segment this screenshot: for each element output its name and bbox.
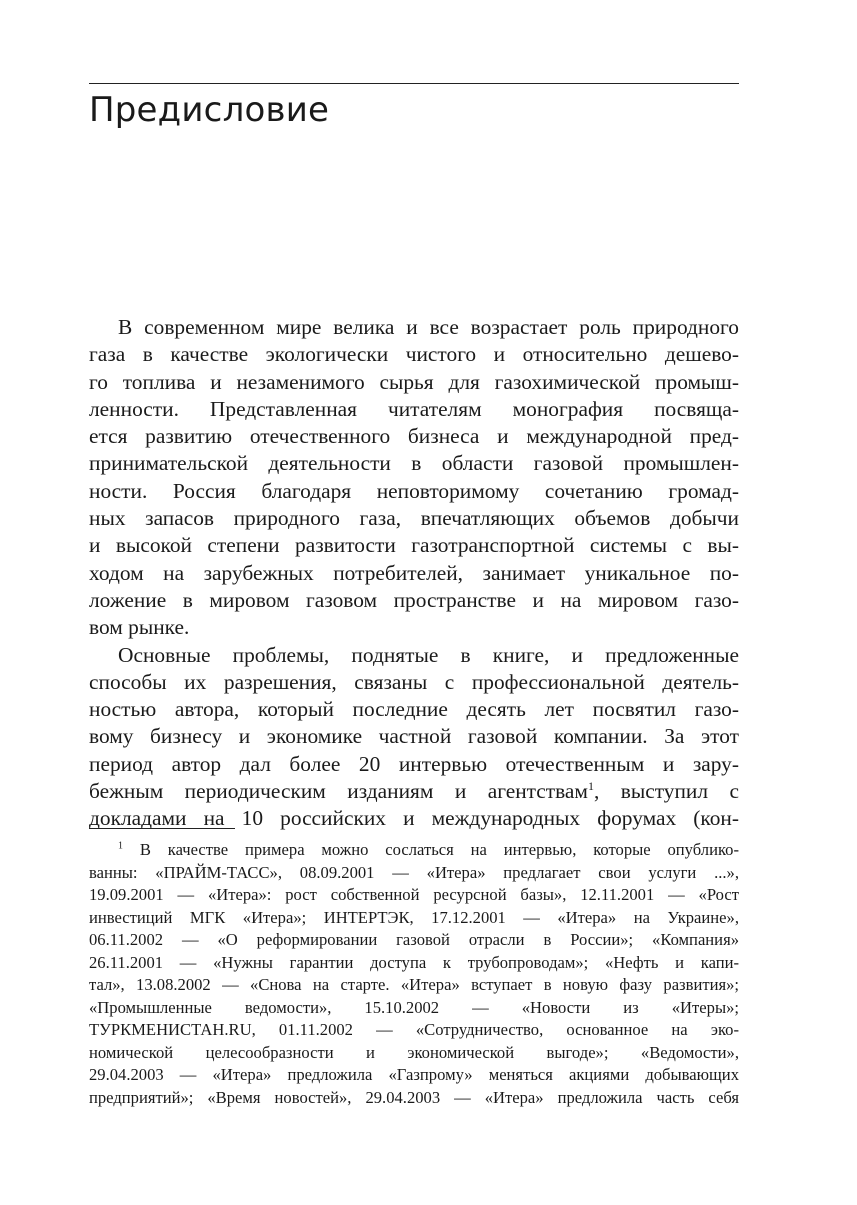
footnote-line: инвестиций МГК «Итера»; ИНТЕРТЭК, 17.12.2001 — «Итера» на Украине», bbox=[89, 907, 739, 927]
footnote-reference[interactable]: 1 bbox=[587, 778, 594, 793]
text-line: газа в качестве экологически чистого и относительно дешево- bbox=[89, 342, 739, 367]
footnote-line: тал», 13.08.2002 — «Снова на старте. «Итера» вступает в новую фазу развития»; bbox=[89, 975, 739, 994]
text-line: ленности. Представленная читателям монография посвяща- bbox=[89, 396, 739, 421]
footnote-line: «Промышленные ведомости», 15.10.2002 — «Новости из «Итеры»; bbox=[89, 997, 739, 1017]
text-line: ностью автора, который последние десять лет посвятил газо- bbox=[89, 697, 739, 722]
top-rule bbox=[89, 83, 739, 84]
footnote-mark: 1 bbox=[118, 840, 123, 852]
text-line: докладами на 10 российских и международных форумах (кон- bbox=[89, 806, 739, 831]
text-line: ется развитию отечественного бизнеса и международной пред- bbox=[89, 424, 739, 449]
text-fragment: бежным периодическим изданиям и агентствам bbox=[89, 779, 588, 804]
footnote-line: 29.04.2003 — «Итера» предложила «Газпрому» меняться акциями добывающих bbox=[89, 1065, 739, 1084]
text-fragment: , выступил с bbox=[593, 779, 739, 804]
footnote-line: 19.09.2001 — «Итера»: рост собственной ресурсной базы», 12.11.2001 — «Рост bbox=[89, 885, 739, 904]
footnote-line: ТУРКМЕНИСТАН.RU, 01.11.2002 — «Сотрудничество, основанное на эко- bbox=[89, 1020, 739, 1039]
body-text bbox=[89, 314, 739, 833]
text-line: ложение в мировом газовом пространстве и на мировом газо- bbox=[89, 587, 739, 612]
footnote-line: 26.11.2001 — «Нужны гарантии доступа к трубопроводам»; «Нефть и капи- bbox=[89, 952, 739, 972]
text-line: ных запасов природного газа, впечатляющих объемов добычи bbox=[89, 506, 739, 531]
footnote-block bbox=[89, 839, 739, 1109]
text-line: Основные проблемы, поднятые в книге, и предложенные bbox=[118, 642, 739, 667]
text-line: период автор дал более 20 интервью отечественным и зару- bbox=[89, 751, 739, 776]
text-line: способы их разрешения, связаны с профессиональной деятель- bbox=[89, 669, 739, 694]
footnote-line: предприятий»; «Время новостей», 29.04.2003 — «Итера» предложила часть себя bbox=[89, 1087, 739, 1107]
footnote-line bbox=[89, 839, 739, 862]
text-line: принимательской деятельности в области газовой промышлен- bbox=[89, 451, 739, 476]
paragraph-1 bbox=[89, 314, 739, 642]
text-line: го топлива и незаменимого сырья для газохимической промыш- bbox=[89, 369, 739, 394]
footnote-line: ванны: «ПРАЙМ-ТАСС», 08.09.2001 — «Итера» предлагает свои услуги ...», bbox=[89, 862, 739, 882]
text-line-with-footnote bbox=[89, 778, 739, 805]
text-line: ности. Россия благодаря неповторимому сочетанию громад- bbox=[89, 478, 739, 503]
text-line: и высокой степени развитости газотранспортной системы с вы- bbox=[89, 533, 739, 558]
paragraph-2 bbox=[89, 642, 739, 833]
text-line: ходом на зарубежных потребителей, занимает уникальное по- bbox=[89, 560, 739, 585]
text-line: вом рынке. bbox=[89, 615, 190, 640]
text-fragment: В качестве примера можно сослаться на интервью, которые опублико- bbox=[139, 840, 739, 859]
text-line: В современном мире велика и все возрастает роль природного bbox=[118, 315, 739, 339]
chapter-title: Предисловие bbox=[89, 90, 330, 130]
footnote-line: номической целесообразности и экономической выгоде»; «Ведомости», bbox=[89, 1042, 739, 1062]
text-line: вому бизнесу и экономике частной газовой компании. За этот bbox=[89, 724, 739, 749]
footnote-separator bbox=[89, 828, 235, 829]
footnote-line: 06.11.2002 — «О реформировании газовой отрасли в России»; «Компания» bbox=[89, 930, 739, 949]
